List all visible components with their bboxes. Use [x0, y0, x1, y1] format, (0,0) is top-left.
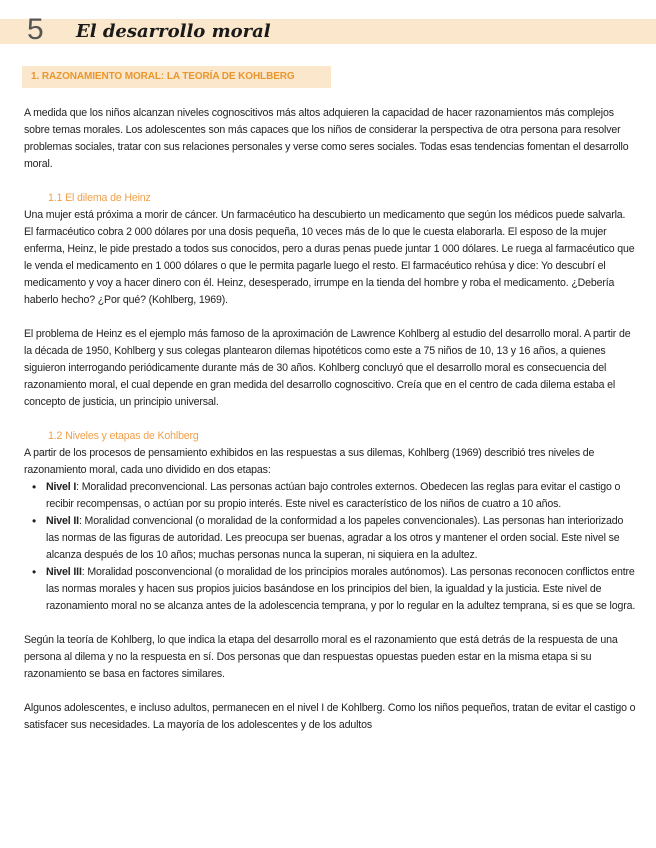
levels-intro-paragraph: A partir de los procesos de pensamiento exhibidos en las respuestas a sus dilemas, Kohlberg (1969) describió tres niveles de razonamiento moral, cada uno dividido en dos etapas: — [24, 447, 595, 476]
stage-reasoning-paragraph: Según la teoría de Kohlberg, lo que indica la etapa del desarrollo moral es el razonamiento que está detrás de la respuesta de una persona al dilema y no la respuesta en sí. Dos personas que dan respuestas opuestas pueden estar en la misma etapa si su razonamiento se basa en factores similares. — [24, 634, 618, 680]
subsection-heading-heinz: 1.1 El dilema de Heinz — [48, 192, 151, 204]
subsection-heading-levels: 1.2 Niveles y etapas de Kohlberg — [48, 430, 199, 442]
heinz-analysis-paragraph: El problema de Heinz es el ejemplo más famoso de la aproximación de Lawrence Kohlberg al estudio del desarrollo moral. A partir de la década de 1950, Kohlberg y sus colegas plantearon dilemas hipotéticos como este a 75 niños de 10, 13 y 16 años, a quienes siguieron interrogando periódicamente durante más de 30 años. Kohlberg concluyó que el desarrollo moral es consecuencia del razonamiento moral, el cual depende en gran medida del desarrollo cognoscitivo. Creía que en el centro de cada dilema estaba el concepto de justicia, un principio universal. — [24, 328, 631, 408]
level-name: Nivel III — [46, 566, 82, 578]
level-description: : Moralidad posconvencional (o moralidad de los principios morales autónomos). Las personas reconocen conflictos entre las normas morales y hacen sus propios juicios basándose en los principios del bien, la igualdad y la justicia. Este nivel de razonamiento moral no se alcanza antes de la adolescencia temprana, y por lo regular en la adultez temprana, si es que se logra. — [46, 566, 636, 612]
document-body — [24, 105, 636, 734]
chapter-number: 5 — [27, 13, 44, 46]
level-description: : Moralidad preconvencional. Las personas actúan bajo controles externos. Obedecen las reglas para evitar el castigo o recibir recompensas, o actúan por su propio interés. Este nivel es característico de los niños de cuatro a 10 años. — [46, 481, 621, 510]
chapter-title: El desarrollo moral — [76, 21, 271, 42]
level-description: : Moralidad convencional (o moralidad de la conformidad a los papeles convencionales). Las personas han interiorizado las normas de las figuras de autoridad. Les preocupa ser buenas, agradar a los otros y mantener el orden social. Este nivel se alcanza después de los 10 años; muchas personas nunca la superan, ni siquiera en la adultez. — [46, 515, 624, 561]
level-name: Nivel I — [46, 481, 77, 493]
section-heading: 1. RAZONAMIENTO MORAL: LA TEORÍA DE KOHLBERG — [31, 71, 295, 82]
list-item — [46, 564, 636, 615]
level-one-persistence-paragraph: Algunos adolescentes, e incluso adultos, permanecen en el nivel I de Kohlberg. Como los niños pequeños, tratan de evitar el castigo o satisfacer sus necesidades. La mayoría de los adolescentes y de los adultos — [24, 702, 636, 731]
intro-paragraph: A medida que los niños alcanzan niveles cognoscitivos más altos adquieren la capacidad de hacer razonamientos más complejos sobre temas morales. Los adolescentes son más capaces que los niños de considerar la perspectiva de otra persona para resolver problemas sociales, tratar con sus relaciones personales y verse como seres sociales. Todas esas tendencias fomentan el desarrollo moral. — [24, 107, 629, 170]
levels-list — [24, 479, 636, 615]
heinz-story-paragraph: Una mujer está próxima a morir de cáncer. Un farmacéutico ha descubierto un medicamento que según los médicos puede salvarla. El farmacéutico cobra 2 000 dólares por una dosis pequeña, 10 veces más de lo que le cuesta elaborarla. El esposo de la mujer enferma, Heinz, le pide prestado a todos sus conocidos, pero a duras penas puede juntar 1 000 dólares. Le ruega al farmacéutico que le venda el medicamento en 1 000 dólares o que le permita pagarle luego el resto. El farmacéutico rehúsa y dice: Yo descubrí el medicamento y voy a hacer dinero con él. Heinz, desesperado, irrumpe en la tienda del hombre y roba el medicamento. ¿Debería haberlo hecho? ¿Por qué? (Kohlberg, 1969). — [24, 209, 635, 306]
list-item — [46, 479, 636, 513]
level-name: Nivel II — [46, 515, 79, 527]
list-item — [46, 513, 636, 564]
